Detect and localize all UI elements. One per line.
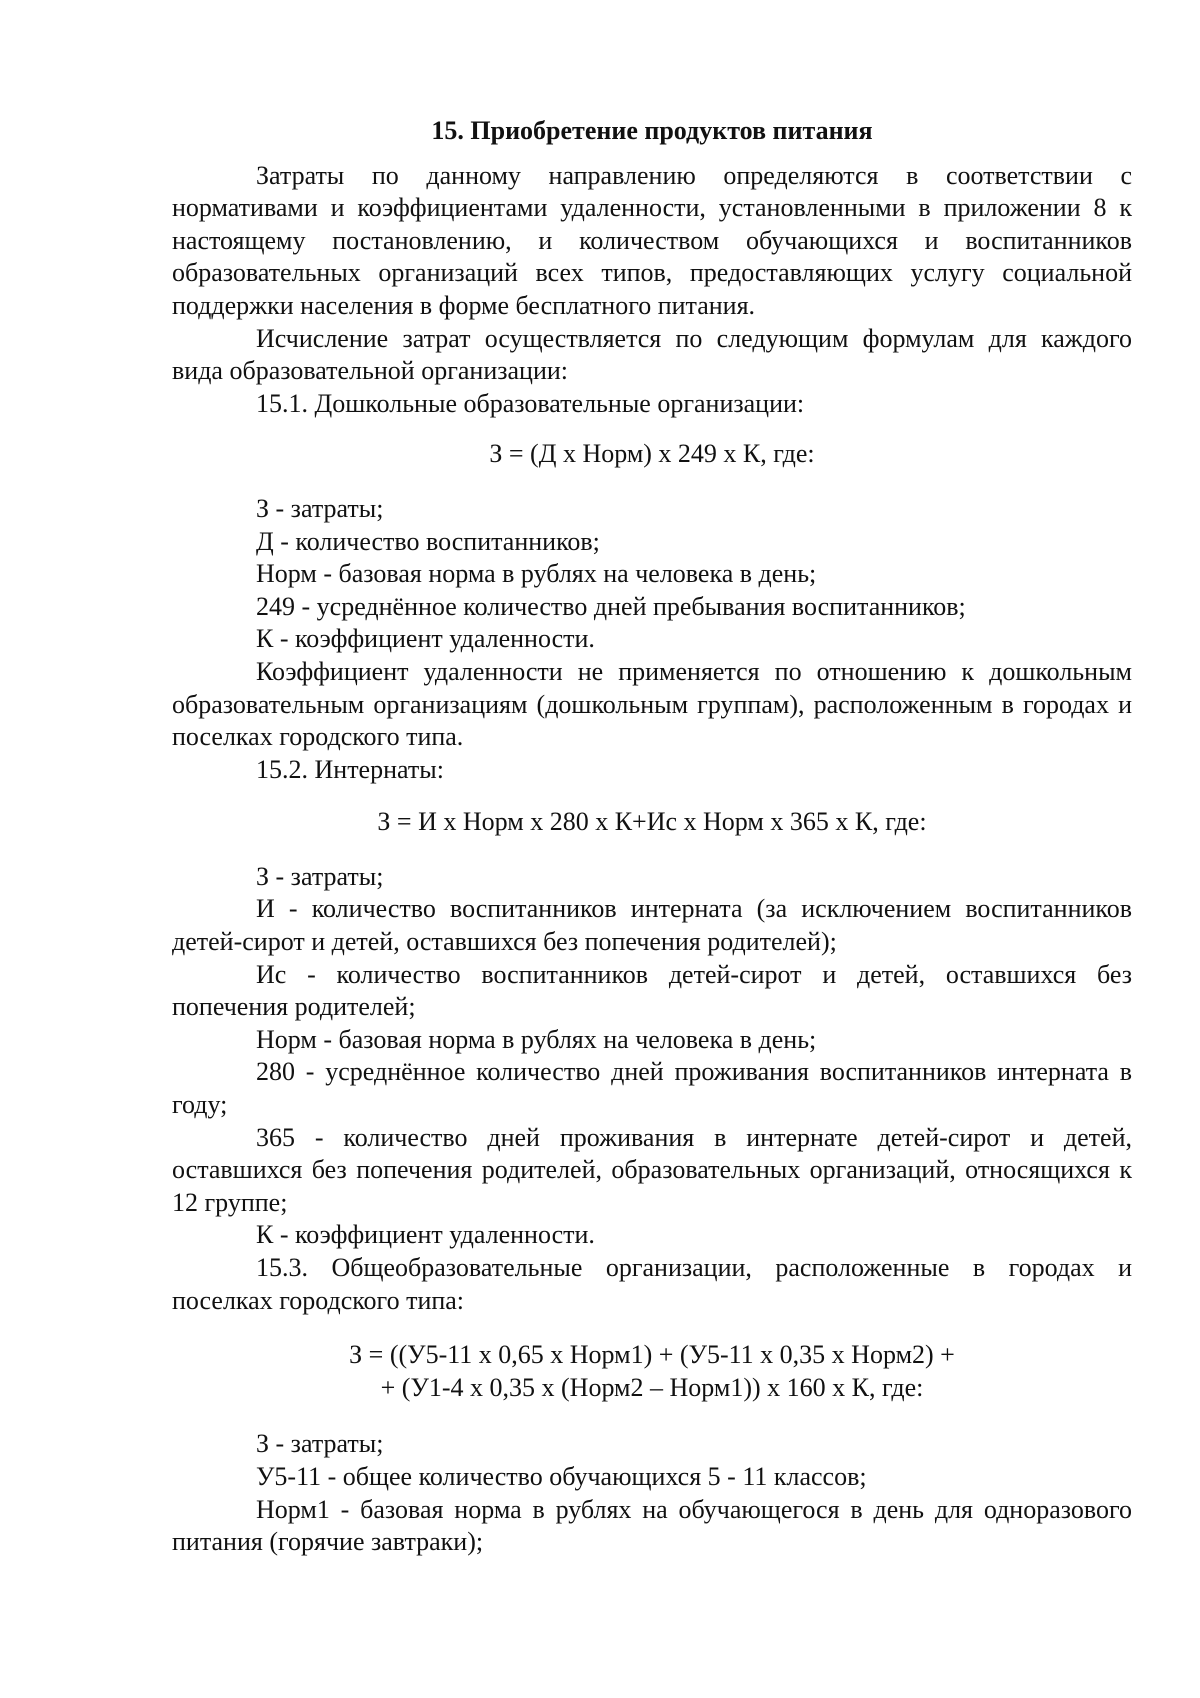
definition-item: У5-11 - общее количество обучающихся 5 - 11 классов;	[256, 1461, 867, 1491]
intro-paragraph-2: Исчисление затрат осуществляется по следующим формулам для каждого вида образовательной организации:	[172, 323, 1132, 386]
section-title: 15. Приобретение продуктов питания	[431, 116, 873, 145]
definition-item: З - затраты;	[256, 1429, 384, 1459]
definition-paragraph: Норм1 - базовая норма в рублях на обучающегося в день для одноразового питания (горячие завтраки);	[172, 1494, 1132, 1557]
definition-item: З - затраты;	[256, 861, 384, 891]
definition-paragraph: 365 - количество дней проживания в интернате детей-сирот и детей, оставшихся без попечения родителей, образовательных организаций, относящихся к 12 группе;	[172, 1122, 1132, 1217]
definition-paragraph: И - количество воспитанников интерната (за исключением воспитанников детей-сирот и детей, оставшихся без попечения родителей);	[172, 894, 1132, 957]
formula-line-2: + (У1-4 х 0,35 х (Норм2 – Норм1)) х 160 х К, где:	[380, 1372, 924, 1402]
definition-item: Д - количество воспитанников;	[256, 526, 600, 556]
definition-item: З - затраты;	[256, 493, 384, 523]
definition-paragraph: Ис - количество воспитанников детей-сирот и детей, оставшихся без попечения родителей;	[172, 959, 1132, 1022]
formula-15-2: З = И х Норм х 280 х К+Ис х Норм х 365 х К, где:	[377, 807, 927, 837]
subsection-heading-15-2: 15.2. Интернаты:	[256, 754, 444, 784]
definition-paragraph: 280 - усреднённое количество дней проживания воспитанников интерната в году;	[172, 1057, 1132, 1120]
formula-15-3	[172, 1339, 1132, 1404]
definition-item: К - коэффициент удаленности.	[256, 624, 595, 654]
definition-item: 249 - усреднённое количество дней пребывания воспитанников;	[256, 591, 966, 621]
formula-line-1: З = ((У5-11 х 0,65 х Норм1) + (У5-11 х 0,35 х Норм2) +	[349, 1340, 955, 1370]
formula-15-1: З = (Д х Норм) х 249 х К, где:	[489, 439, 815, 469]
definition-item: Норм - базовая норма в рублях на человека в день;	[256, 1024, 817, 1054]
intro-paragraph-1: Затраты по данному направлению определяются в соответствии с нормативами и коэффициентами удаленности, установленными в приложении 8 к настоящему постановлению, и количеством обучающихся и воспитанников образовательных организаций всех типов, предоставляющих услугу социальной поддержки населения в форме бесплатного питания.	[172, 160, 1132, 320]
subsection-heading-15-3: 15.3. Общеобразовательные организации, расположенные в городах и поселках городского типа:	[172, 1253, 1132, 1315]
subsection-heading-15-1: 15.1. Дошкольные образовательные организации:	[256, 388, 805, 418]
definition-item: К - коэффициент удаленности.	[256, 1220, 595, 1250]
note-paragraph: Коэффициент удаленности не применяется по отношению к дошкольным образовательным организациям (дошкольным группам), расположенным в городах и поселках городского типа.	[172, 656, 1132, 752]
definition-item: Норм - базовая норма в рублях на человека в день;	[256, 559, 817, 589]
document-body	[172, 115, 1132, 1559]
